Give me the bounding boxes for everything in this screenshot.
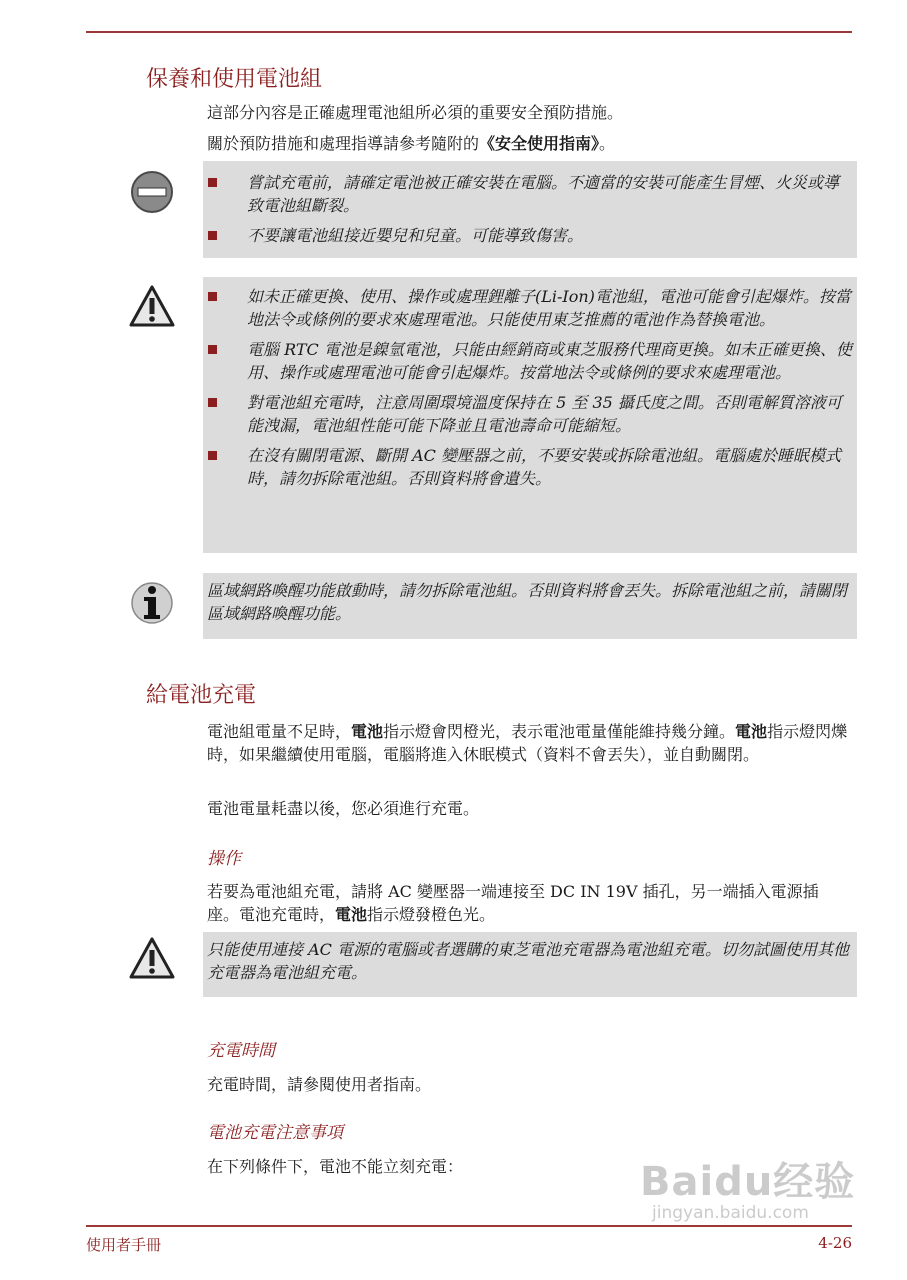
warning-item: 如未正確更換、使用、操作或處理鋰離子(Li-Ion)電池組，電池可能會引起爆炸。按當地法令或條例的要求來處理電池。只能使用東芝推薦的電池作為替換電池。 — [203, 285, 853, 331]
bullet-square-icon — [208, 292, 217, 301]
info-callout — [203, 573, 857, 639]
warning-item: 電腦 RTC 電池是鎳氫電池，只能由經銷商或東芝服務代理商更換。如未正確更換、使用、操作或處理電池可能會引起爆炸。按當地法令或條例的要求來處理電池。 — [203, 338, 853, 384]
info-icon — [130, 579, 174, 631]
footer-rule — [86, 1225, 852, 1227]
info-note-text: 區域網路喚醒功能啟動時，請勿拆除電池組。否則資料將會丟失。拆除電池組之前，請關閉區域網路喚醒功能。 — [207, 581, 848, 623]
charger-warning-text: 只能使用連接 AC 電源的電腦或者選購的東芝電池充電器為電池組充電。切勿試圖使用其他充電器為電池組充電。 — [207, 940, 849, 982]
bullet-square-icon — [208, 231, 217, 240]
bullet-square-icon — [208, 451, 217, 460]
safety-guide-title: 《安全使用指南》 — [479, 134, 600, 153]
section-title-battery-care: 保養和使用電池組 — [146, 67, 323, 92]
warning-triangle-icon — [128, 284, 176, 332]
bullet-square-icon — [208, 178, 217, 187]
watermark-logo-text: Baidu经验 — [640, 1159, 856, 1205]
charger-warning-callout — [203, 932, 857, 997]
guide-reference-paragraph: 關於預防措施和處理指導請參考隨附的《安全使用指南》。 — [207, 134, 616, 153]
charging-notice-paragraph: 在下列條件下，電池不能立刻充電： — [207, 1157, 464, 1176]
warning-triangle-icon — [128, 936, 176, 984]
bullet-square-icon — [208, 345, 217, 354]
warning-callout — [203, 277, 857, 553]
intro-paragraph: 這部分內容是正確處理電池組所必須的重要安全預防措施。 — [207, 103, 624, 122]
warning-item: 在沒有關閉電源、斷開 AC 變壓器之前，不要安裝或拆除電池組。電腦處於睡眠模式時，請勿拆除電池組。否則資料將會遺失。 — [203, 444, 853, 490]
caution-item: 嘗試充電前，請確定電池被正確安裝在電腦。不適當的安裝可能產生冒煙、火災或導致電池組斷裂。 — [203, 171, 849, 217]
subheading-charging-time: 充電時間 — [207, 1041, 275, 1061]
subheading-charging-notice: 電池充電注意事項 — [207, 1123, 343, 1143]
charging-intro-paragraph: 電池組電量不足時，電池指示燈會閃橙光，表示電池電量僅能維持幾分鐘。電池指示燈閃爍時，如果繼續使用電腦，電腦將進入休眠模式（資料不會丟失），並自動關閉。 — [207, 722, 848, 764]
charging-time-paragraph: 充電時間，請參閱使用者指南。 — [207, 1075, 432, 1094]
section-title-charging: 給電池充電 — [146, 683, 257, 708]
watermark-url: jingyan.baidu.com — [652, 1203, 809, 1223]
warning-item: 對電池組充電時，注意周圍環境溫度保持在 5 至 35 攝氏度之間。否則電解質溶液可能洩漏，電池組性能可能下降並且電池壽命可能縮短。 — [203, 391, 853, 437]
no-entry-icon — [130, 170, 174, 218]
footer-page-number: 4-26 — [818, 1234, 852, 1252]
caution-item: 不要讓電池組接近嬰兒和兒童。可能導致傷害。 — [203, 224, 849, 247]
bullet-square-icon — [208, 398, 217, 407]
caution-callout — [203, 161, 857, 258]
footer-manual-title: 使用者手冊 — [86, 1236, 162, 1254]
header-rule — [86, 31, 852, 33]
operation-paragraph: 若要為電池組充電，請將 AC 變壓器一端連接至 DC IN 19V 插孔，另一端插入電源插座。電池充電時，電池指示燈發橙色光。 — [207, 882, 819, 924]
charging-required-paragraph: 電池電量耗盡以後，您必須進行充電。 — [207, 799, 480, 818]
subheading-operation: 操作 — [207, 849, 241, 869]
baidu-watermark — [640, 1150, 870, 1223]
